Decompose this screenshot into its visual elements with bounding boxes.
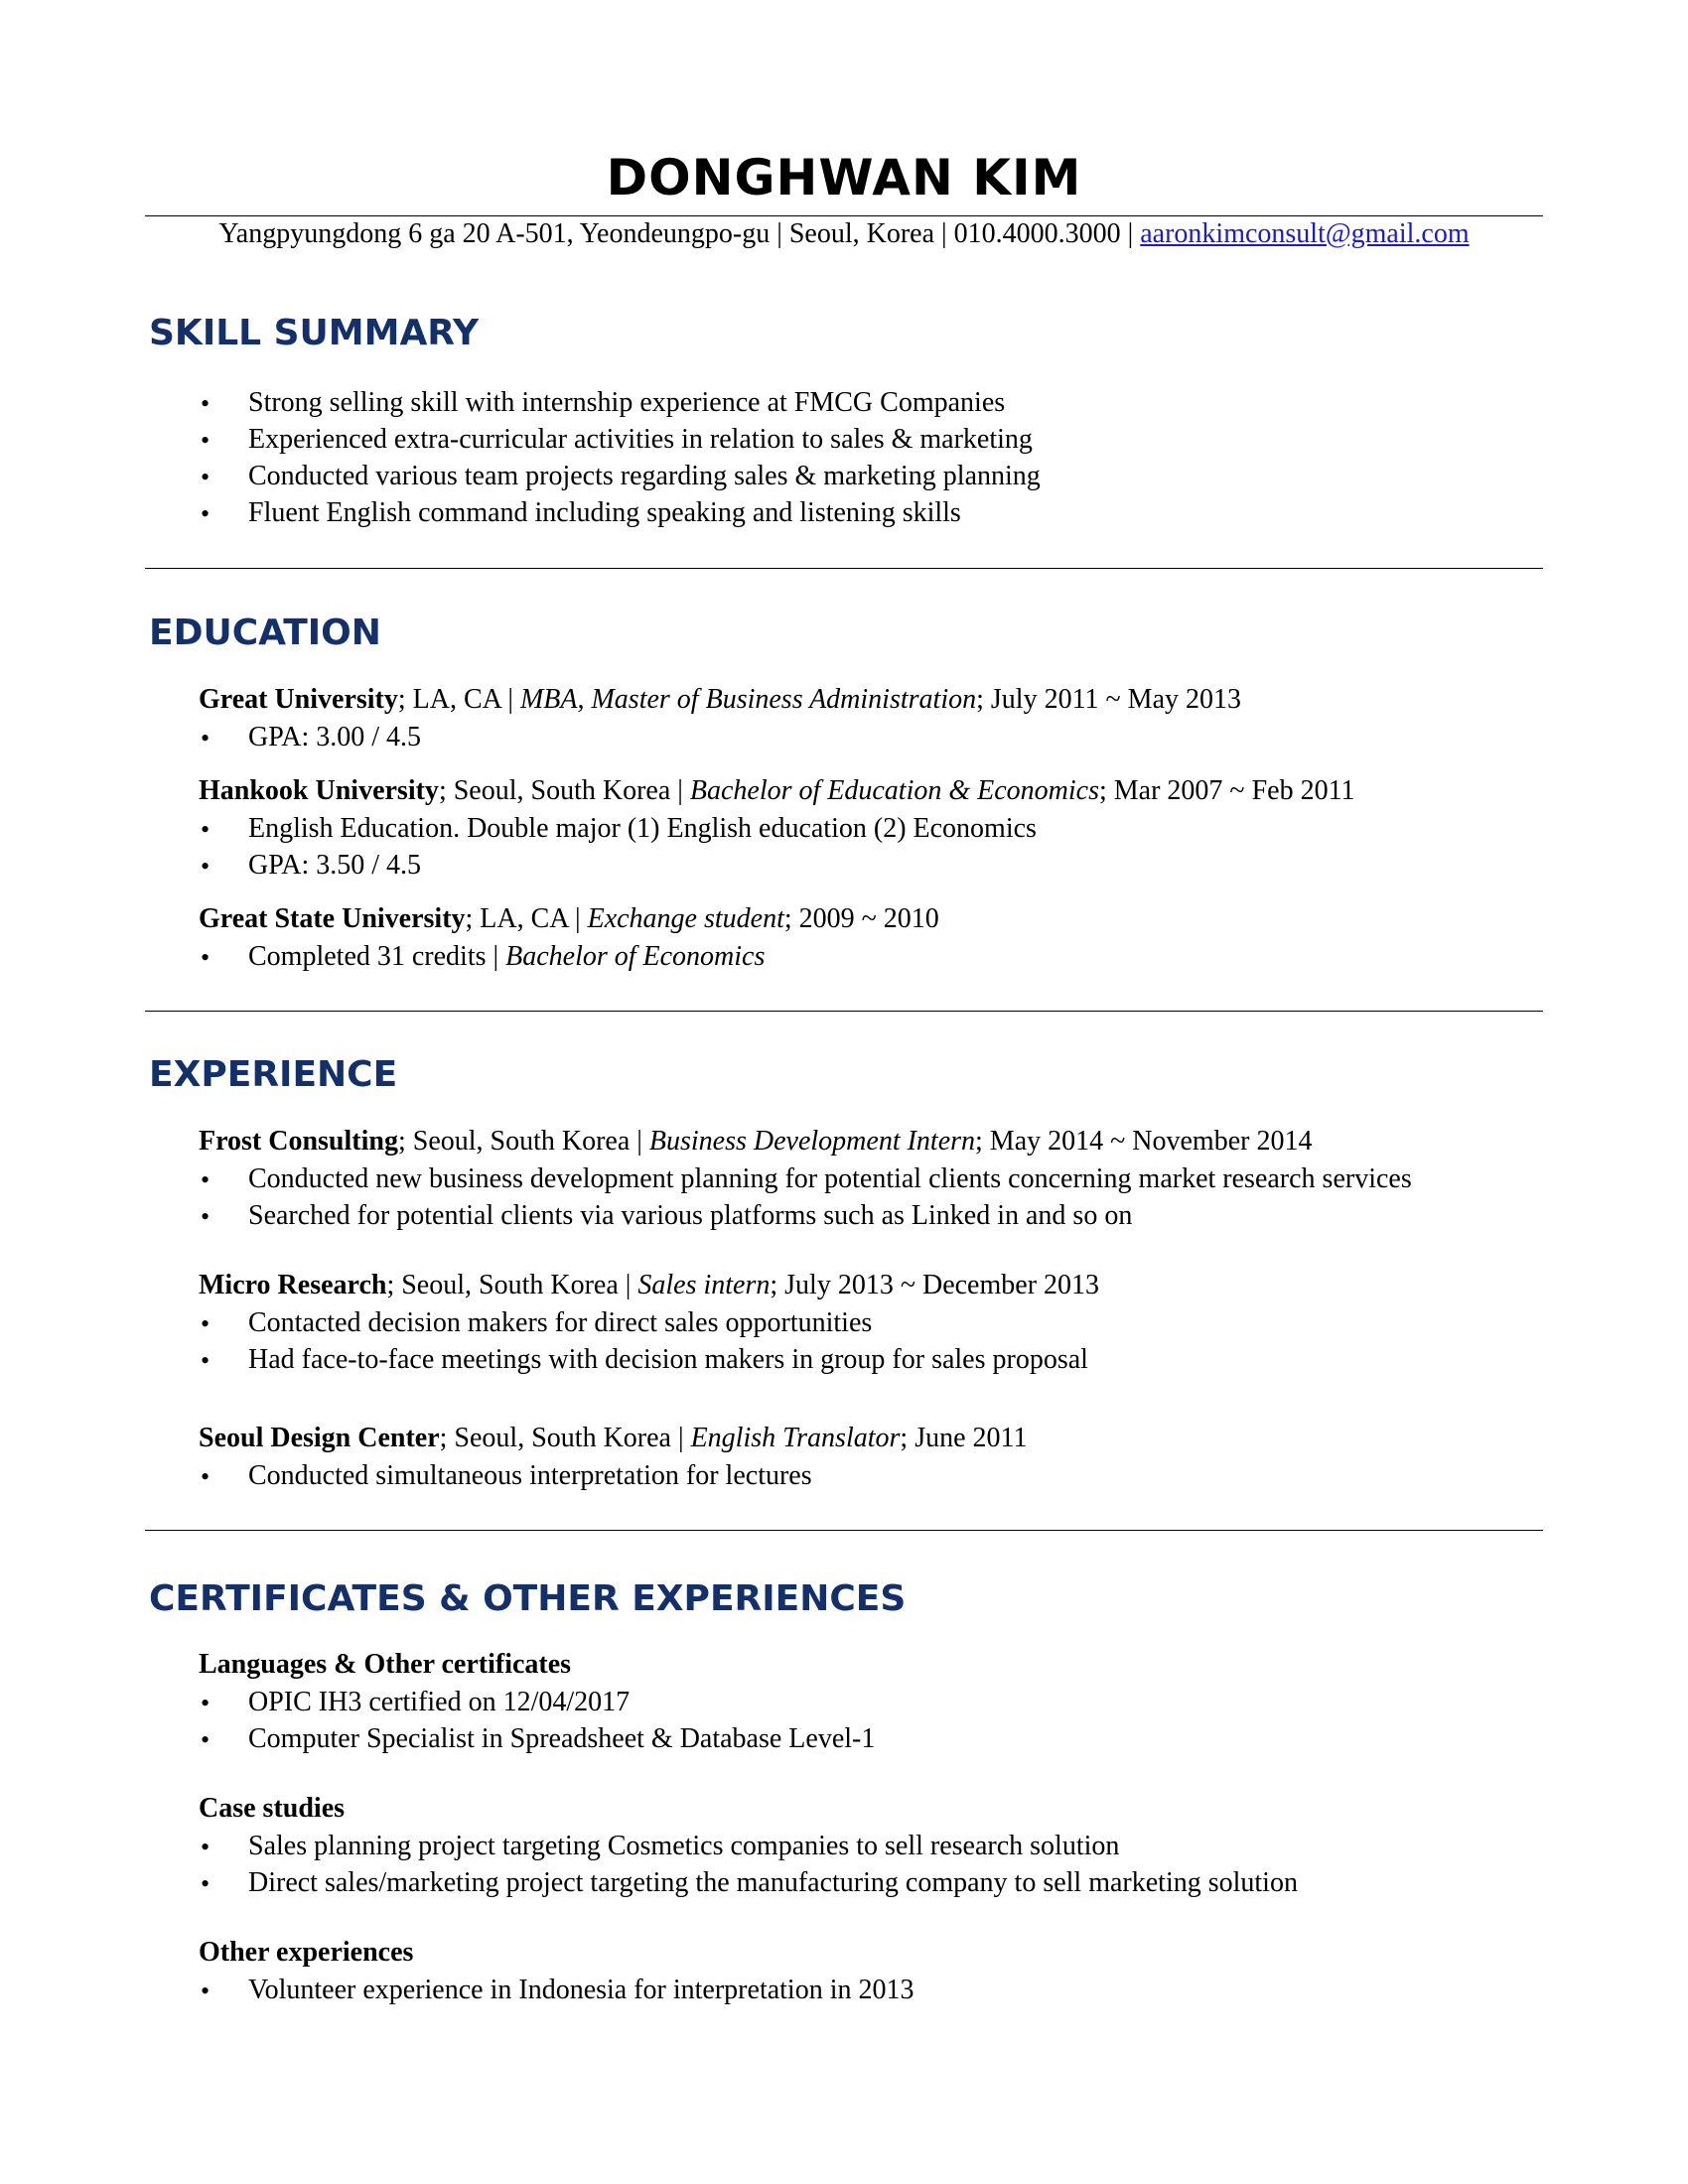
skill-item: Conducted various team projects regarding sales & marketing planning [248,461,1041,491]
experience-detail: Conducted new business development planning for potential clients concerning market research services [248,1163,1412,1194]
separator: | [941,218,947,249]
skill-summary-heading: SKILL SUMMARY [149,313,480,353]
job-title: English Translator [690,1423,901,1453]
bullet-icon: • [201,1462,211,1491]
experience-detail: Searched for potential clients via various platforms such as Linked in and so on [248,1200,1133,1231]
separator: | [776,218,782,249]
experience-entry-header [199,1423,1028,1454]
company: Seoul Design Center [199,1423,440,1453]
credits-degree: Bachelor of Economics [505,941,766,972]
experience-detail: Conducted simultaneous interpretation for lectures [248,1460,812,1491]
dates: ; July 2013 ~ December 2013 [770,1270,1100,1300]
education-entry-header [199,903,939,935]
bullet-icon: • [201,1165,211,1194]
header-divider [145,215,1543,216]
dates: ; Mar 2007 ~ Feb 2011 [1099,775,1355,806]
job-title: Sales intern [637,1270,771,1300]
bullet-icon: • [201,499,211,528]
dates: ; July 2011 ~ May 2013 [976,684,1241,715]
location: ; LA, CA | [397,684,520,715]
experience-detail: Had face-to-face meetings with decision makers in group for sales proposal [248,1344,1088,1375]
bullet-icon: • [201,1346,211,1375]
certificate-item: Computer Specialist in Spreadsheet & Database Level-1 [248,1723,876,1754]
education-detail: GPA: 3.50 / 4.5 [248,850,422,881]
job-title: Business Development Intern [648,1126,976,1157]
location: ; Seoul, South Korea | [397,1126,649,1157]
bullet-icon: • [201,1869,211,1898]
institution: Hankook University [199,775,439,806]
phone: 010.4000.3000 [953,218,1121,249]
institution: Great University [199,684,398,715]
certificate-group-heading: Case studies [199,1793,346,1824]
bullet-icon: • [201,943,211,972]
skill-item: Strong selling skill with internship experience at FMCG Companies [248,387,1006,418]
location: ; Seoul, South Korea | [439,1423,691,1453]
bullet-icon: • [201,426,211,455]
email-link[interactable]: aaronkimconsult@gmail.com [1140,218,1470,249]
experience-entry-header [199,1270,1099,1301]
experience-detail: Contacted decision makers for direct sales opportunities [248,1307,873,1338]
bullet-icon: • [201,389,211,418]
degree: Exchange student [587,903,784,934]
degree: MBA, Master of Business Administration [519,684,977,715]
location: ; Seoul, South Korea | [438,775,690,806]
skill-item: Fluent English command including speaking and listening skills [248,497,961,528]
education-entry-header [199,775,1355,807]
certificate-item: OPIC IH3 certified on 12/04/2017 [248,1687,631,1717]
education-detail: English Education. Double major (1) English education (2) Economics [248,813,1037,844]
education-detail [248,941,765,973]
contact-line [0,218,1688,250]
bullet-icon: • [201,724,211,752]
candidate-name: DONGHWAN KIM [606,149,1082,206]
credits-text: Completed 31 credits | [248,941,506,972]
education-entry-header [199,684,1241,716]
degree: Bachelor of Education & Economics [689,775,1099,806]
location: ; LA, CA | [465,903,588,934]
education-heading: EDUCATION [149,613,381,653]
location: ; Seoul, South Korea | [386,1270,638,1300]
bullet-icon: • [201,463,211,491]
certificate-group-heading: Other experiences [199,1937,414,1968]
certificate-item: Direct sales/marketing project targeting the manufacturing company to sell marketing solution [248,1867,1298,1898]
company: Frost Consulting [199,1126,398,1157]
experience-heading: EXPERIENCE [149,1054,398,1095]
certificates-heading: CERTIFICATES & OTHER EXPERIENCES [149,1578,907,1619]
separator: | [1127,218,1134,249]
dates: ; May 2014 ~ November 2014 [975,1126,1313,1157]
bullet-icon: • [201,1833,211,1861]
address: Yangpyungdong 6 ga 20 A-501, Yeondeungpo-gu [218,218,771,249]
bullet-icon: • [201,815,211,844]
bullet-icon: • [201,1977,211,2005]
dates: ; 2009 ~ 2010 [783,903,939,934]
bullet-icon: • [201,852,211,881]
bullet-icon: • [201,1689,211,1717]
company: Micro Research [199,1270,387,1300]
certificate-group-heading: Languages & Other certificates [199,1649,572,1680]
section-divider [145,568,1543,569]
certificate-item: Sales planning project targeting Cosmetics companies to sell research solution [248,1831,1120,1861]
bullet-icon: • [201,1725,211,1754]
city: Seoul, Korea [788,218,935,249]
dates: ; June 2011 [900,1423,1028,1453]
skill-item: Experienced extra-curricular activities in relation to sales & marketing [248,424,1033,455]
bullet-icon: • [201,1202,211,1231]
certificate-item: Volunteer experience in Indonesia for interpretation in 2013 [248,1975,914,2005]
institution: Great State University [199,903,466,934]
education-detail: GPA: 3.00 / 4.5 [248,722,422,752]
section-divider [145,1530,1543,1531]
section-divider [145,1011,1543,1012]
bullet-icon: • [201,1309,211,1338]
experience-entry-header [199,1126,1312,1158]
